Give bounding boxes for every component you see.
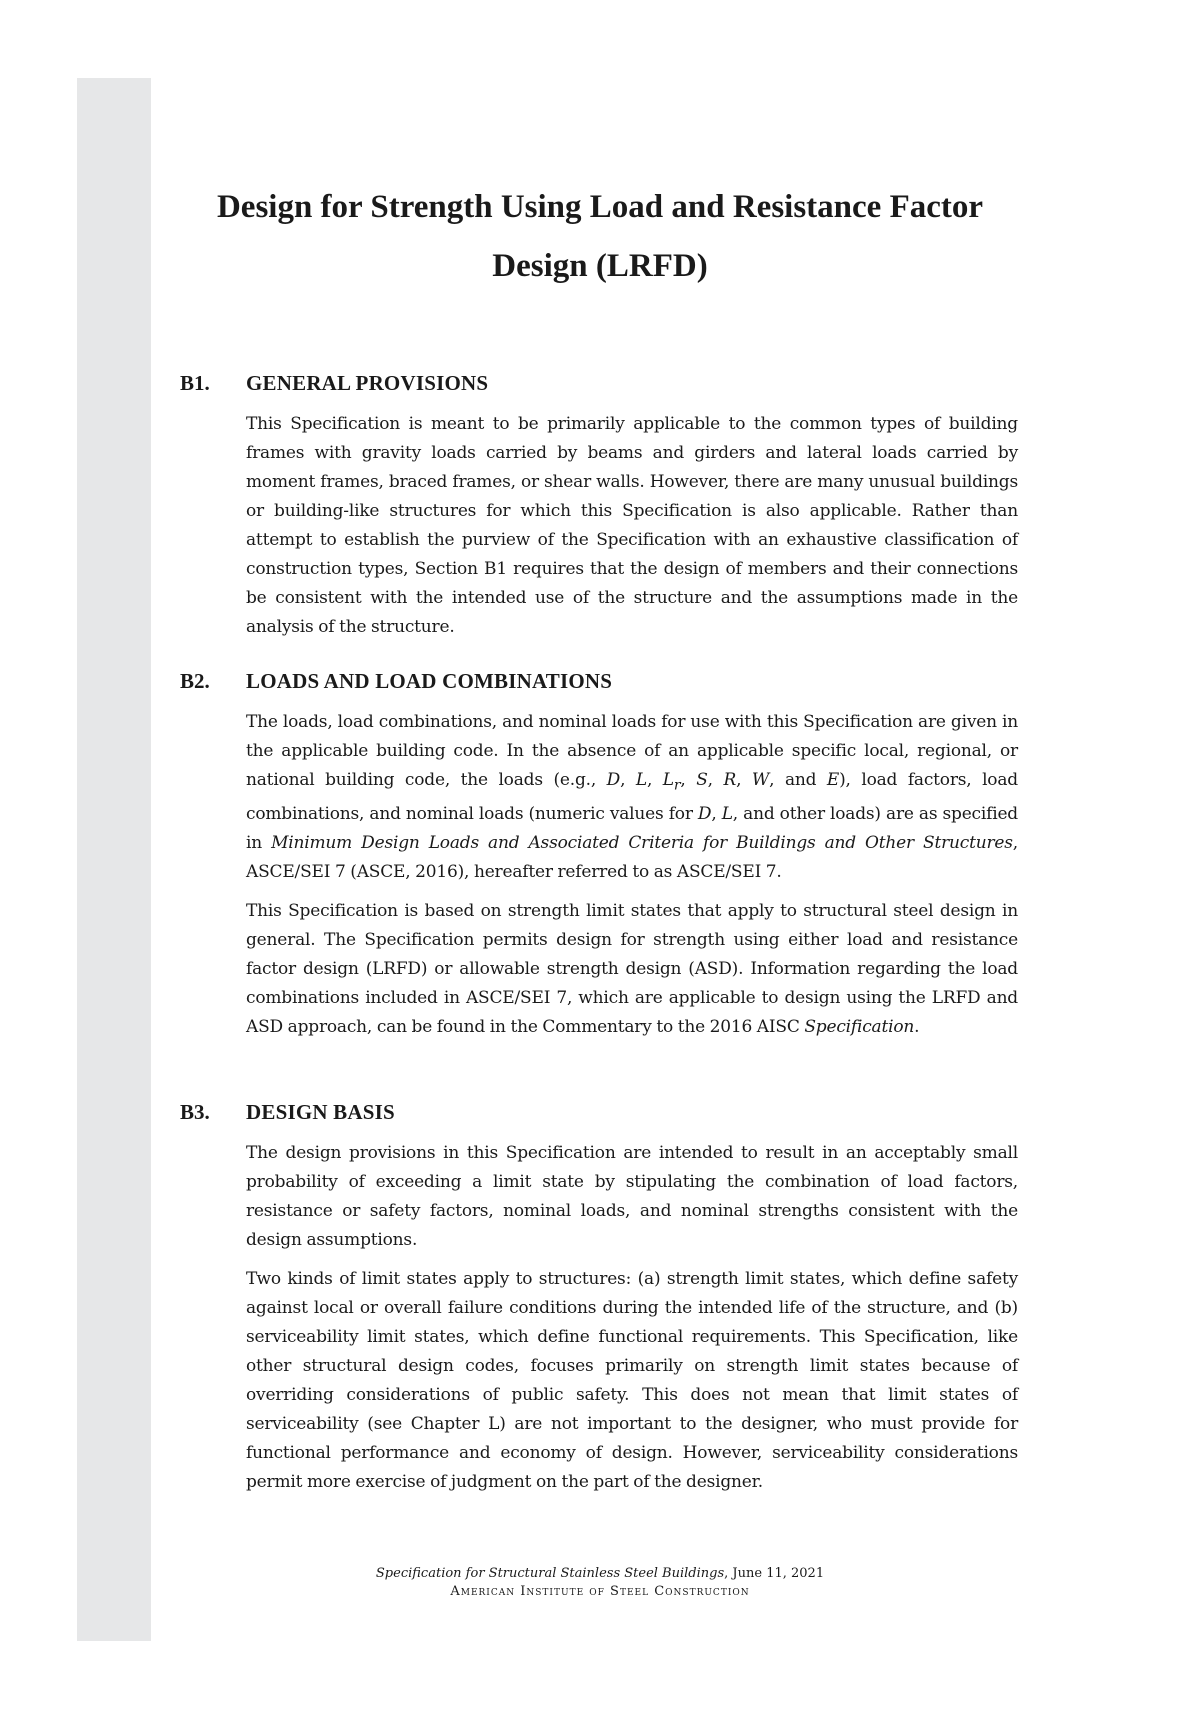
- section-b2: [180, 664, 1020, 1042]
- margin-tab-bar: [77, 78, 151, 1641]
- paragraph: Two kinds of limit states apply to structures: (a) strength limit states, which define safety against local or overall failure conditions during the intended life of the structure, and (b) serviceability limit states, which define functional requirements. This Specification, like other structural design codes, focuses primarily on strength limit states because of overriding considerations of public safety. This does not mean that limit states of serviceability (see Chapter L) are not important to the designer, who must provide for functional performance and economy of design. However, serviceability considerations permit more exercise of judgment on the part of the designer.: [246, 1269, 1018, 1492]
- section-heading: [180, 664, 1020, 698]
- paragraph: This Specification is based on strength limit states that apply to structural steel design in general. The Specification permits design for strength using either load and resistance factor design (LRFD) or allowable strength design (ASD). Information regarding the load combinations included in ASCE/SEI 7, which are applicable to design using the LRFD and ASD approach, can be found in the Commentary to the 2016 AISC Specification.: [246, 901, 1018, 1038]
- section-title: DESIGN BASIS: [246, 1100, 395, 1124]
- paragraph: This Specification is meant to be primarily applicable to the common types of building frames with gravity loads carried by beams and girders and lateral loads carried by moment frames, braced frames, or shear walls. However, there are many unusual buildings or building-like structures for which this Specification is also applicable. Rather than attempt to establish the purview of the Specification with an exhaustive classification of construction types, Section B1 requires that the design of members and their connections be consistent with the intended use of the structure and the assumptions made in the analysis of the structure.: [246, 414, 1018, 637]
- paragraph: The design provisions in this Specification are intended to result in an acceptably small probability of exceeding a limit state by stipulating the combination of load factors, resistance or safety factors, nominal loads, and nominal strengths consistent with the design assumptions.: [246, 1143, 1018, 1250]
- reference-title: Minimum Design Loads and Associated Criteria for Buildings and Other Structures: [271, 833, 1013, 854]
- footer-publication-line: Specification for Structural Stainless Steel Buildings, June 11, 2021: [375, 1566, 825, 1581]
- section-number: B2.: [180, 669, 210, 693]
- section-b3: [180, 1095, 1020, 1497]
- section-number: B1.: [180, 371, 210, 395]
- section-b1: [180, 366, 1020, 642]
- footer-organization: American Institute of Steel Construction: [450, 1584, 750, 1599]
- section-heading: [180, 1095, 1020, 1129]
- page-footer: [200, 1565, 1000, 1601]
- page-title: Design for Strength Using Load and Resistance Factor Design (LRFD): [216, 189, 984, 284]
- paragraph: The loads, load combinations, and nominal loads for use with this Specification are given in the applicable building code. In the absence of an applicable specific local, regional, or national building code, the loads (e.g., D, L, $L_r$, S, R, W, and E), load factors, load combinations, and nominal loads (numeric values for D, L, and other loads) are as specified in Minimum Design Loads and Associated Criteria for Buildings and Other Structures, ASCE/SEI 7 (ASCE, 2016), hereafter referred to as ASCE/SEI 7.: [246, 712, 1018, 883]
- section-heading: [180, 366, 1020, 400]
- section-title: GENERAL PROVISIONS: [246, 371, 489, 395]
- section-title: LOADS AND LOAD COMBINATIONS: [246, 669, 613, 693]
- section-number: B3.: [180, 1100, 210, 1124]
